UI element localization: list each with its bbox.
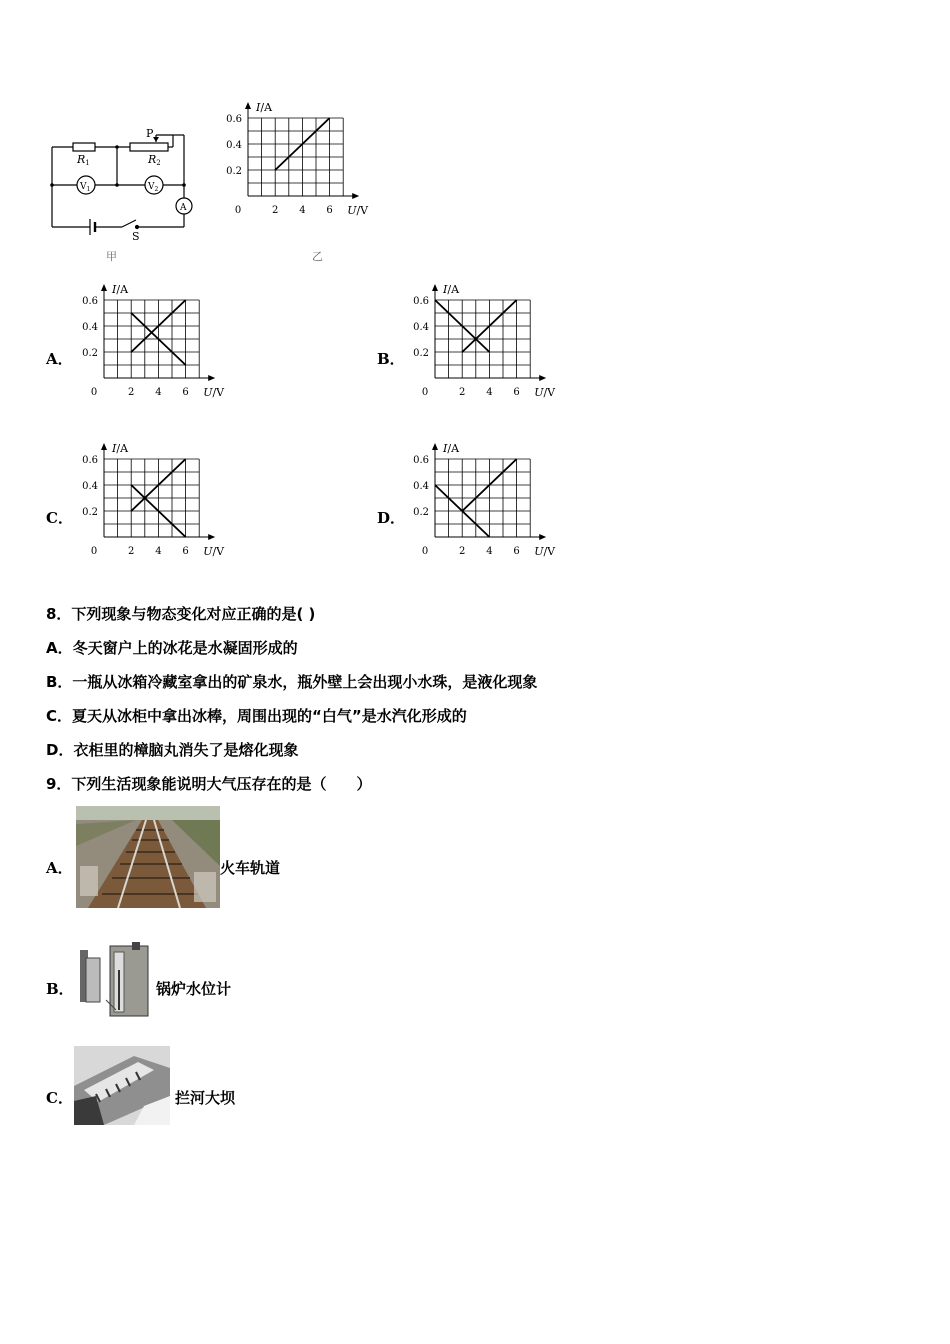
label-r1: R1	[77, 153, 90, 167]
label-v1: $V_1$	[80, 182, 91, 193]
river-dam-image[interactable]	[74, 1046, 170, 1125]
grid	[104, 459, 199, 537]
y-tick-label: 0.6	[226, 114, 242, 125]
q7-option-a-graph[interactable]	[78, 280, 238, 415]
x-tick-label: 6	[182, 387, 189, 398]
origin-label: 0	[421, 546, 429, 557]
x-axis-label: U/V	[534, 386, 556, 399]
y-tick-label: 0.6	[413, 296, 429, 307]
origin-label: 0	[90, 546, 98, 557]
x-axis-label: U/V	[203, 545, 225, 558]
graph-yi-caption: 乙	[312, 250, 323, 263]
x-tick-label: 6	[513, 387, 520, 398]
y-axis-arrow	[101, 443, 107, 450]
x-axis-label: U/V	[347, 204, 369, 217]
x-tick-label: 6	[182, 546, 189, 557]
y-axis-label: I/A	[256, 101, 273, 114]
x-tick-label: 4	[299, 205, 306, 216]
y-tick-label: 0.4	[82, 322, 98, 333]
q7-option-d-label[interactable]: D．	[377, 509, 406, 527]
x-tick-label: 4	[155, 387, 162, 398]
label-s: S	[132, 230, 140, 243]
y-tick-label: 0.4	[413, 322, 429, 333]
y-tick-label: 0.6	[82, 296, 98, 307]
q9-option-c-caption: 拦河大坝	[175, 1089, 236, 1107]
q8-option-a[interactable]: A．冬天窗户上的冰花是水凝固形成的	[46, 639, 298, 657]
q8-stem: 8．下列现象与物态变化对应正确的是( )	[46, 605, 316, 623]
x-tick-label: 6	[326, 205, 333, 216]
y-axis-arrow	[101, 284, 107, 291]
y-axis-label: I/A	[443, 283, 460, 296]
circuit-diagram	[40, 120, 200, 265]
x-axis-label: U/V	[534, 545, 556, 558]
origin-label: 0	[421, 387, 429, 398]
y-axis-label: I/A	[443, 442, 460, 455]
x-axis-arrow	[539, 375, 546, 381]
x-tick-label: 2	[459, 546, 466, 557]
y-axis-arrow	[245, 102, 251, 109]
q9-option-c-label[interactable]: C．	[46, 1089, 73, 1107]
y-axis-label: I/A	[112, 283, 129, 296]
q7-option-a-label[interactable]: A．	[46, 350, 73, 368]
q8-option-b[interactable]: B．一瓶从冰箱冷藏室拿出的矿泉水，瓶外壁上会出现小水珠，是液化现象	[46, 673, 538, 691]
railway-track-image[interactable]	[76, 806, 220, 908]
y-tick-label: 0.2	[413, 507, 429, 518]
y-axis-arrow	[432, 284, 438, 291]
boiler-water-gauge-image[interactable]	[76, 940, 154, 1018]
x-tick-label: 4	[486, 546, 493, 557]
y-tick-label: 0.4	[413, 481, 429, 492]
x-tick-label: 4	[155, 546, 162, 557]
origin-label: 0	[234, 205, 242, 216]
y-axis-arrow	[432, 443, 438, 450]
grid	[104, 300, 199, 378]
x-tick-label: 2	[272, 205, 279, 216]
q9-option-a-caption: 火车轨道	[220, 859, 281, 877]
q7-option-c-graph[interactable]	[78, 439, 238, 574]
x-tick-label: 4	[486, 387, 493, 398]
grid	[248, 118, 343, 196]
x-axis-arrow	[539, 534, 546, 540]
y-tick-label: 0.6	[413, 455, 429, 466]
y-tick-label: 0.2	[413, 348, 429, 359]
q8-option-c[interactable]: C．夏天从冰柜中拿出冰棒，周围出现的“白气”是水汽化形成的	[46, 707, 467, 725]
y-tick-label: 0.2	[226, 166, 242, 177]
q9-option-a-label[interactable]: A．	[46, 859, 73, 877]
x-axis-label: U/V	[203, 386, 225, 399]
x-axis-arrow	[208, 375, 215, 381]
label-p: P	[146, 127, 154, 140]
y-tick-label: 0.4	[82, 481, 98, 492]
x-tick-label: 6	[513, 546, 520, 557]
q8-option-d[interactable]: D．衣柜里的樟脑丸消失了是熔化现象	[46, 741, 299, 759]
q7-option-b-graph[interactable]	[409, 280, 569, 415]
origin-label: 0	[90, 387, 98, 398]
q9-option-b-label[interactable]: B．	[46, 980, 74, 998]
q9-stem: 9．下列生活现象能说明大气压存在的是（ ）	[46, 775, 372, 793]
label-a: A	[180, 203, 187, 213]
q7-option-c-label[interactable]: C．	[46, 509, 73, 527]
label-r2: R2	[148, 153, 161, 167]
q9-option-b-caption: 锅炉水位计	[156, 980, 232, 998]
y-axis-label: I/A	[112, 442, 129, 455]
x-axis-arrow	[352, 193, 359, 199]
circuit-caption: 甲	[106, 250, 117, 263]
y-tick-label: 0.2	[82, 507, 98, 518]
x-tick-label: 2	[128, 546, 135, 557]
x-axis-arrow	[208, 534, 215, 540]
label-v2: $V_2$	[148, 182, 159, 193]
x-tick-label: 2	[459, 387, 466, 398]
q7-option-d-graph[interactable]	[409, 439, 569, 574]
grid	[435, 300, 530, 378]
x-tick-label: 2	[128, 387, 135, 398]
y-tick-label: 0.2	[82, 348, 98, 359]
y-tick-label: 0.6	[82, 455, 98, 466]
y-tick-label: 0.4	[226, 140, 242, 151]
graph-yi	[222, 96, 382, 266]
q7-option-b-label[interactable]: B．	[377, 350, 405, 368]
